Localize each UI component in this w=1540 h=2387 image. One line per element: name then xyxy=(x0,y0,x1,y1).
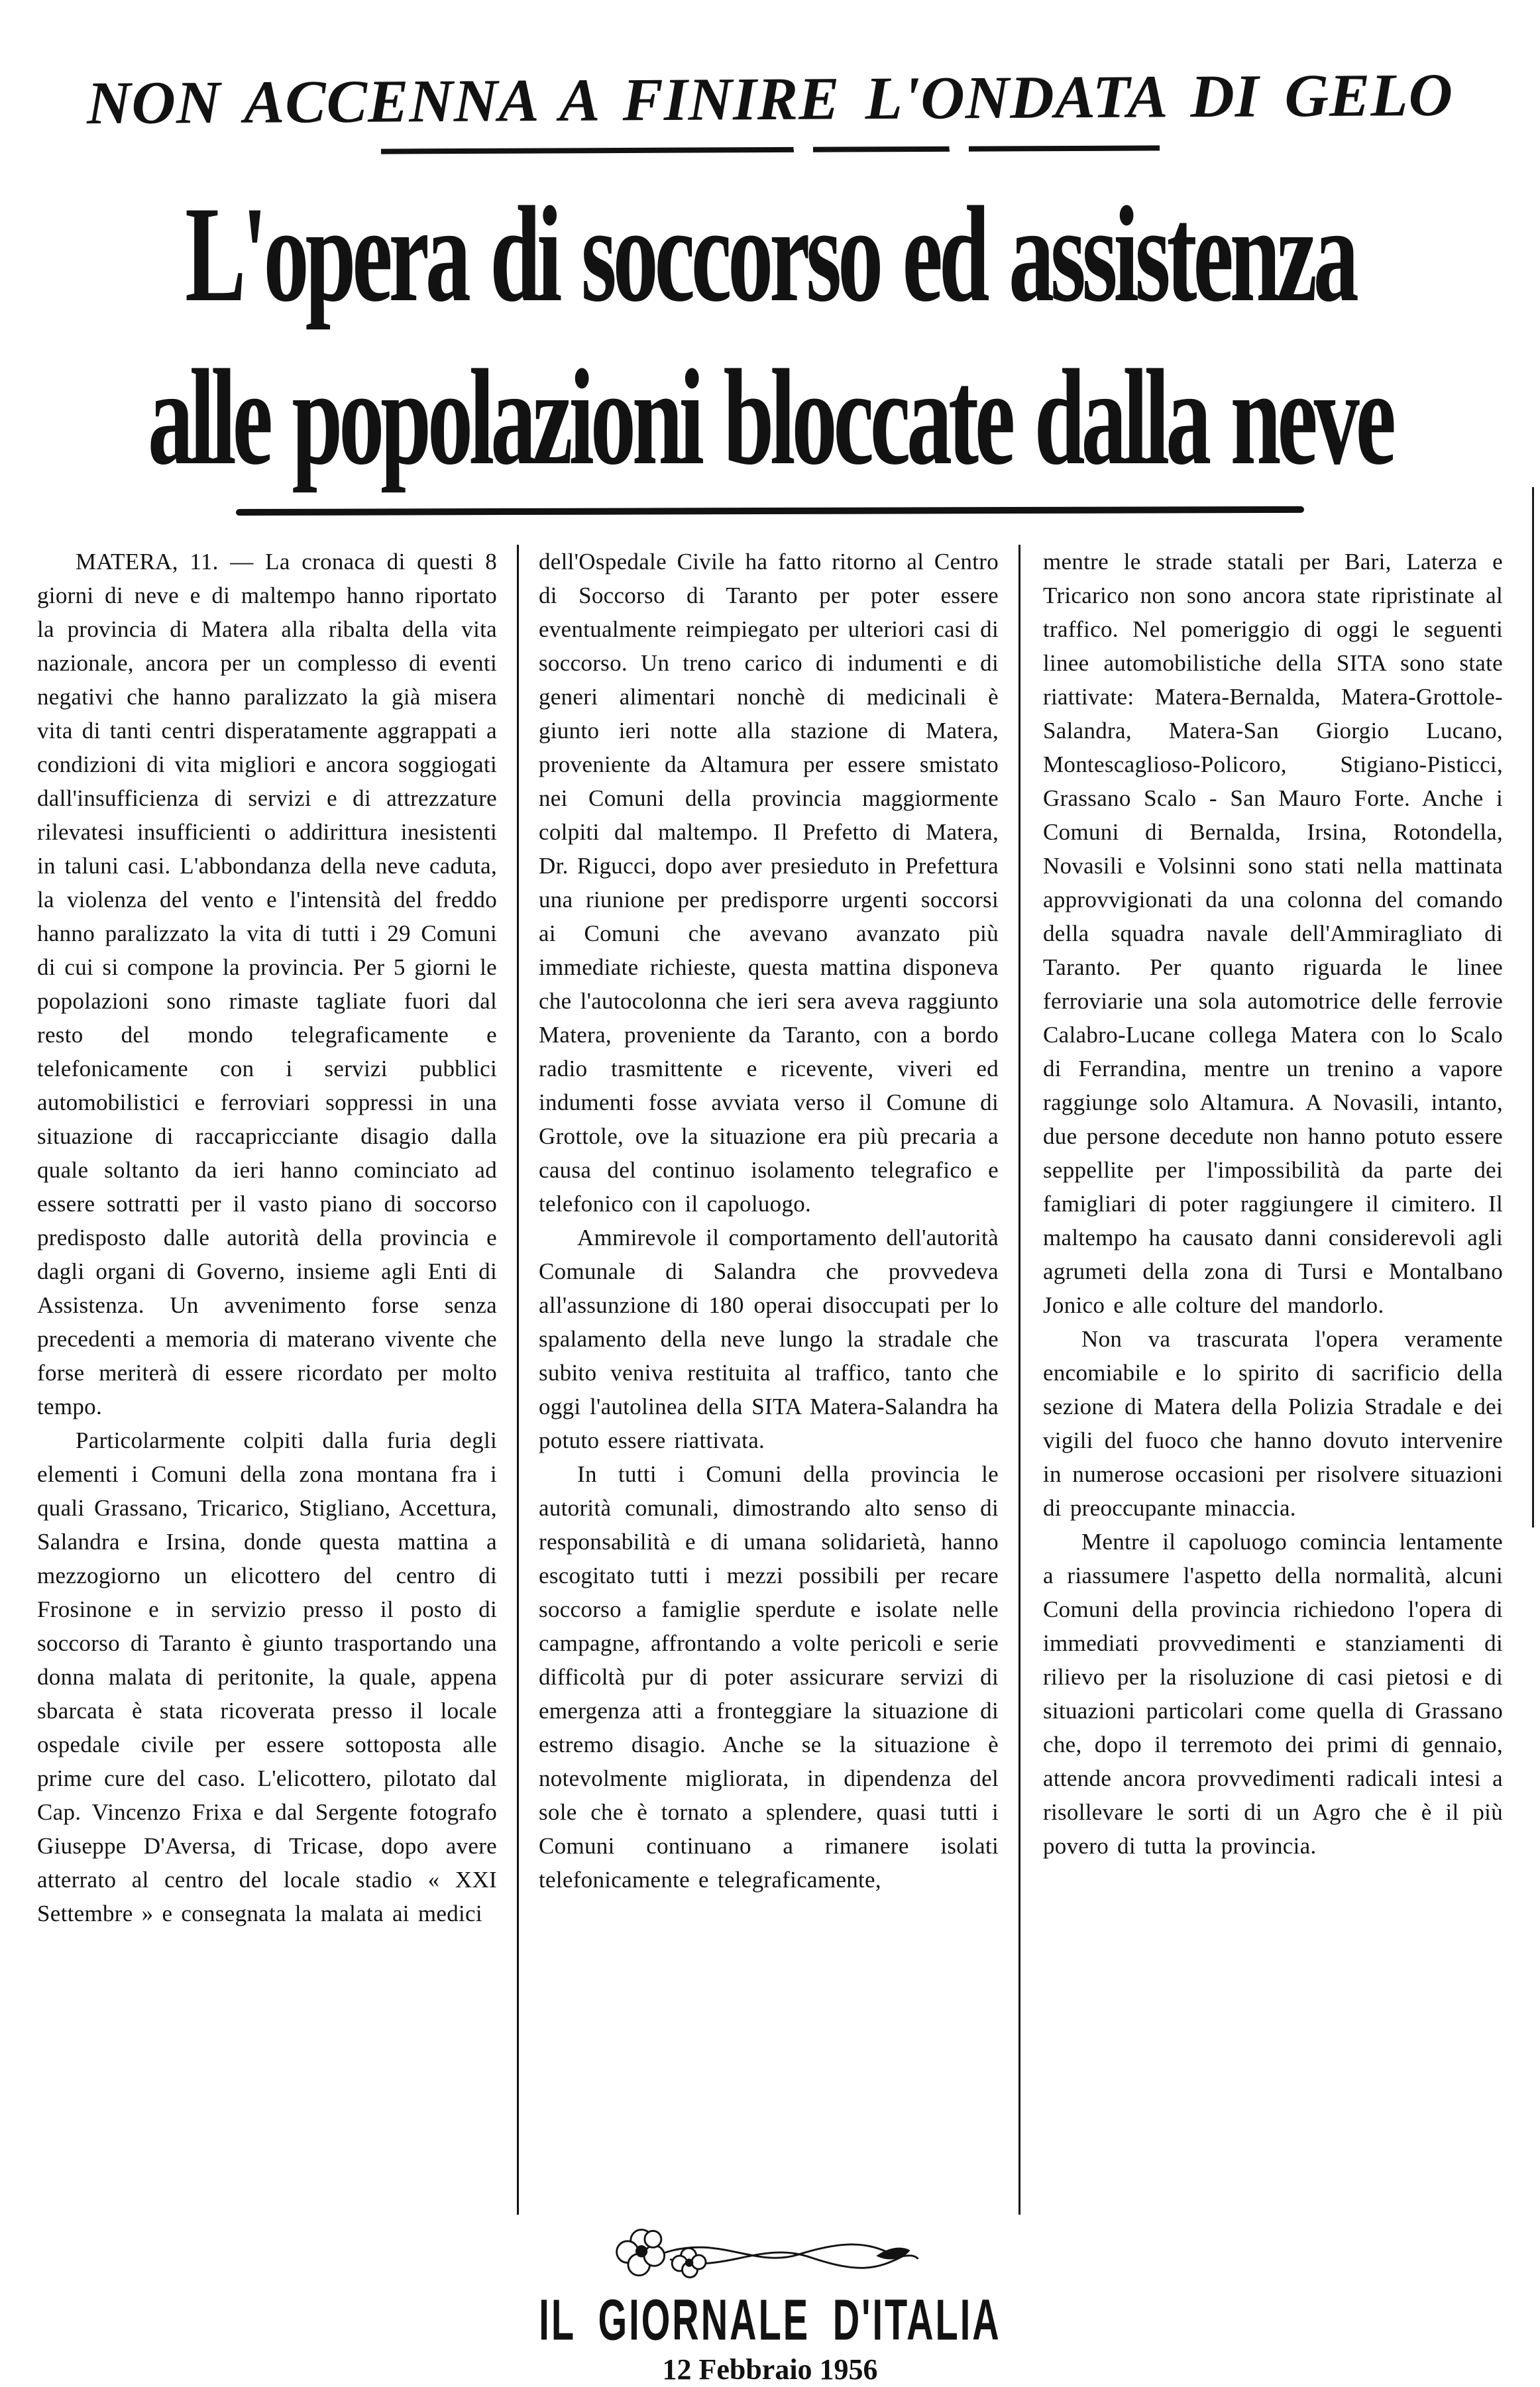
footer xyxy=(0,2223,1540,2386)
main-headline-line-1: L'opera di soccorso ed assistenza xyxy=(185,178,1355,330)
newspaper-masthead: IL GIORNALE D'ITALIA xyxy=(539,2287,1001,2353)
scan-edge-artifact xyxy=(1532,487,1534,1527)
article-paragraph: mentre le strade statali per Bari, Laterza e Tricarico non sono ancora state ripristinate al traffico. Nel pomeriggio di oggi le seguenti linee automobilistiche della SITA sono state riattivate: Matera-Bernalda, Matera-Grottole-Salandra, Matera-San Giorgio Lucano, Montescaglioso-Policoro, Stigiano-Pisticci, Grassano Scalo - San Mauro Forte. Anche i Comuni di Bernalda, Irsina, Rotondella, Novasili e Volsinni sono stati nella mattinata approvvigionati da una colonna del comando della squadra navale dell'Ammiragliato di Taranto. Per quanto riguarda le linee ferroviarie una sola automotrice delle ferrovie Calabro-Lucane collega Matera con lo Scalo di Ferrandina, mentre un trenino a vapore raggiunge solo Altamura. A Novasili, intanto, due persone decedute non hanno potuto essere seppellite per l'impossibilità da parte dei famigliari di poter raggiungere il cimitero. Il maltempo ha causato danni considerevoli agli agrumeti della zona di Tursi e Montalbano Jonico e alle colture del mandorlo. xyxy=(1043,549,1503,1318)
publication-date: 12 Febbraio 1956 xyxy=(662,2353,878,2386)
article-paragraph: Mentre il capoluogo comincia lentamente a riassumere l'aspetto della normalità, alcuni Comuni della provincia richiedono l'opera di immediati provvedimenti e stanziamenti di rilievo per la risoluzione di casi pietosi e di situazioni particolari come quella di Grassano che, dopo il terremoto dei primi di gennaio, attende ancora provvedimenti radicali intesi a risollevare le sorti di un Agro che è il più povero di tutta la provincia. xyxy=(1043,1529,1503,1859)
article-paragraph: MATERA, 11. — La cronaca di questi 8 giorni di neve e di maltempo hanno riportato la provincia di Matera alla ribalta della vita nazionale, ancora per un complesso di eventi negativi che hanno paralizzato la già misera vita di tanti centri disperatamente aggrappati a condizioni di vita migliori e ancora soggiogati dall'insufficienza di servizi e di attrezzature rilevatesi insufficienti o addirittura inesistenti in taluni casi. L'abbondanza della neve caduta, la violenza del vento e l'intensità del freddo hanno paralizzato la vita di tutti i 29 Comuni di cui si compone la provincia. Per 5 giorni le popolazioni sono rimaste tagliate fuori dal resto del mondo telegraficamente e telefonicamente con i servizi pubblici automobilistici e ferroviari soppressi in una situazione di raccapricciante disagio dalla quale soltanto da ieri hanno cominciato ad essere sottratti per il vasto piano di soccorso predisposto dalle autorità della provincia e dagli organi di Governo, insieme agli Enti di Assistenza. Un avvenimento forse senza precedenti a memoria di materano vivente che forse meriterà di essere ricordato per molto tempo. xyxy=(37,549,497,1419)
article-paragraph: Particolarmente colpiti dalla furia degli elementi i Comuni della zona montana fra i quali Grassano, Tricarico, Stigliano, Accettura, Salandra e Irsina, donde questa mattina a mezzogiorno un elicottero del centro di Frosinone e in servizio presso il posto di soccorso di Taranto è giunto trasportando una donna malata di peritonite, la quale, appena sbarcata è stata ricoverata presso il locale ospedale civile per essere sottoposta alle prime cure del caso. L'elicottero, pilotato dal Cap. Vincenzo Frixa e dal Sergente fotografo Giuseppe D'Aversa, di Tricase, dopo avere atterrato al centro del locale stadio « XXI Settembre » e consegnata la malata ai medici xyxy=(37,1427,497,1926)
article-column-1 xyxy=(37,545,517,2215)
article-paragraph: dell'Ospedale Civile ha fatto ritorno al Centro di Soccorso di Taranto per poter essere eventualmente reimpiegato per ulteriori casi di soccorso. Un treno carico di indumenti e di generi alimentari nonchè di medicinali è giunto ieri notte alla stazione di Matera, proveniente da Altamura per essere smistato nei Comuni della provincia maggiormente colpiti dal maltempo. Il Prefetto di Matera, Dr. Rigucci, dopo aver presieduto in Prefettura una riunione per predisporre urgenti soccorsi ai Comuni che avevano avanzato più immediate richieste, questa mattina disponeva che l'autocolonna che ieri sera aveva raggiunto Matera, proveniente da Taranto, con a bordo radio trasmittente e ricevente, viveri ed indumenti fosse avviata verso il Comune di Grottole, ove la situazione era più precaria a causa del continuo isolamento telegrafico e telefonico con il capoluogo. xyxy=(539,549,999,1217)
article-paragraph: Ammirevole il comportamento dell'autorità Comunale di Salandra che provvedeva all'assunzione di 180 operai disoccupati per lo spalamento della neve lungo la stradale che subito veniva restituita al traffico, tanto che oggi l'autolinea della SITA Matera-Salandra ha potuto essere riattivata. xyxy=(539,1225,999,1453)
headline-block xyxy=(0,0,1540,514)
article-paragraph: Non va trascurata l'opera veramente encomiabile e lo spirito di sacrificio della sezione di Matera della Polizia Stradale e dei vigili del fuoco che hanno dovuto intervenire in numerose occasioni per risolvere situazioni di preoccupante minaccia. xyxy=(1043,1326,1503,1521)
flower-ornament-icon xyxy=(604,2223,936,2286)
kicker-headline: NON ACCENNA A FINIRE L'ONDATA DI GELO xyxy=(86,60,1454,137)
article-column-3 xyxy=(1020,545,1503,2215)
article-body xyxy=(37,545,1503,2215)
kicker-underline-rule xyxy=(380,145,1159,154)
main-headline xyxy=(0,175,1540,501)
article-paragraph: In tutti i Comuni della provincia le autorità comunali, dimostrando alto senso di responsabilità e di umana solidarietà, hanno escogitato tutti i mezzi possibili per recare soccorso a famiglie sperdute e isolate nelle campagne, affrontando a volte pericoli e serie difficoltà pur di poter assicurare servizi di emergenza atti a fronteggiare la situazione di estremo disagio. Anche se la situazione è notevolmente migliorata, in dipendenza del sole che è tornato a splendere, quasi tutti i Comuni continuano a rimanere isolati telefonicamente e telegraficamente, xyxy=(539,1461,999,1893)
article-column-2 xyxy=(517,545,1020,2215)
main-headline-line-2: alle popolazioni bloccate dalla neve xyxy=(148,341,1392,493)
